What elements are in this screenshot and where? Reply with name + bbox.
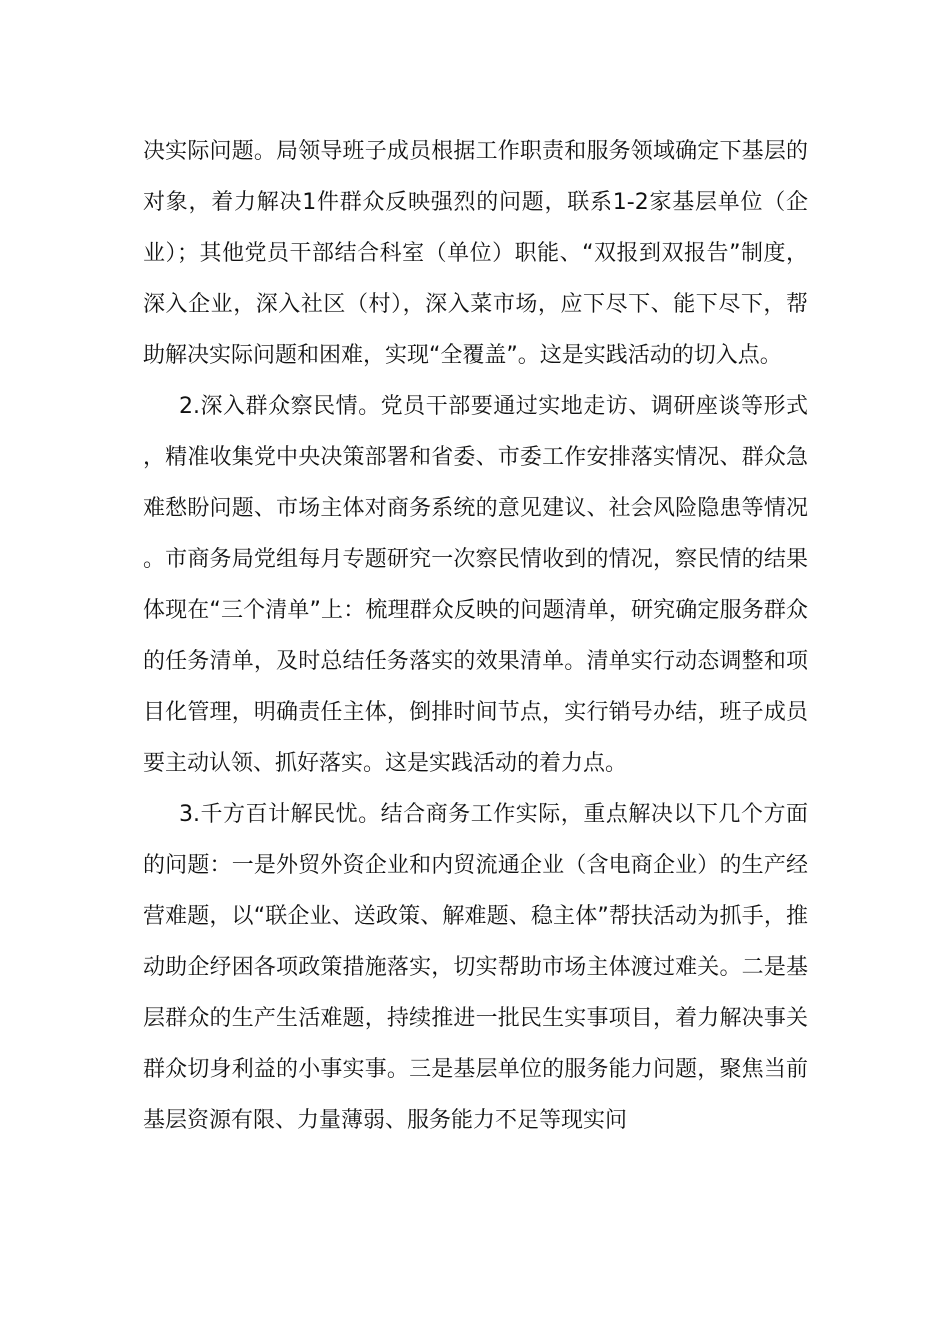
paragraph-3-solve-concerns: 3.千方百计解民忧。结合商务工作实际，重点解决以下几个方面的问题：一是外贸外资企业和内贸流通企业（含电商企业）的生产经营难题，以“联企业、送政策、解难题、稳主体”帮扶活动为抓手，推动助企纾困各项政策措施落实，切实帮助市场主体渡过难关。二是基层群众的生产生活难题，持续推进一批民生实事项目，着力解决事关群众切身利益的小事实事。三是基层单位的服务能力问题，聚焦当前基层资源有限、力量薄弱、服务能力不足等现实问 bbox=[143, 802, 808, 1133]
document-body bbox=[143, 126, 808, 1146]
paragraph-continued: 决实际问题。局领导班子成员根据工作职责和服务领域确定下基层的对象，着力解决1件群众反映强烈的问题，联系1-2家基层单位（企业）；其他党员干部结合科室（单位）职能、“双报到双报告”制度，深入企业，深入社区（村），深入菜市场，应下尽下、能下尽下，帮助解决实际问题和困难，实现“全覆盖”。这是实践活动的切入点。 bbox=[143, 139, 808, 368]
paragraph-2-observe-conditions: 2.深入群众察民情。党员干部要通过实地走访、调研座谈等形式，精准收集党中央决策部署和省委、市委工作安排落实情况、群众急难愁盼问题、市场主体对商务系统的意见建议、社会风险隐患等情况。市商务局党组每月专题研究一次察民情收到的情况，察民情的结果体现在“三个清单”上：梳理群众反映的问题清单，研究确定服务群众的任务清单，及时总结任务落实的效果清单。清单实行动态调整和项目化管理，明确责任主体，倒排时间节点，实行销号办结，班子成员要主动认领、抓好落实。这是实践活动的着力点。 bbox=[143, 394, 808, 776]
